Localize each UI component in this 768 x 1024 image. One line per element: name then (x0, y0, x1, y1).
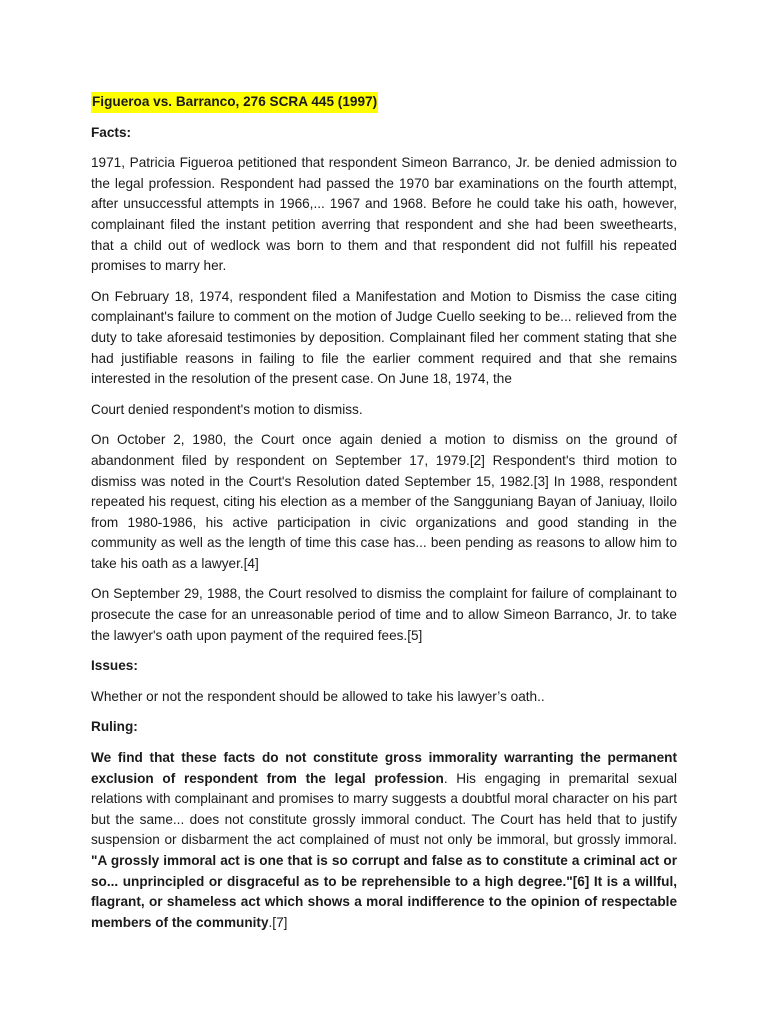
facts-paragraph: 1971, Patricia Figueroa petitioned that respondent Simeon Barranco, Jr. be denied admission to the legal profession. Respondent had passed the 1970 bar examinations on the fourth attempt, after unsuccessful attempts in 1966,... 1967 and 1968. Before he could take his oath, however, complainant filed the instant petition averring that respondent and she had been sweethearts, that a child out of wedlock was born to them and that respondent did not fulfill his repeated promises to marry her. (91, 155, 677, 274)
issues-paragraph: Whether or not the respondent should be allowed to take his lawyer’s oath.. (91, 688, 545, 704)
ruling-citation: .[7] (268, 914, 288, 930)
facts-heading: Facts: (91, 124, 132, 140)
facts-paragraph: On September 29, 1988, the Court resolved to dismiss the complaint for failure of complainant to prosecute the case for an unreasonable period of time and to allow Simeon Barranco, Jr. to take the lawyer's oath upon payment of the required fees.[5] (91, 586, 677, 643)
ruling-bold-text: We find that these facts do not constitute gross immorality warranting the permanent exclusion of respondent from the legal profession (91, 750, 677, 786)
ruling-heading: Ruling: (91, 719, 138, 735)
ruling-paragraph (91, 748, 677, 933)
facts-paragraph: Court denied respondent's motion to dismiss. (91, 401, 363, 417)
document-page (91, 92, 677, 943)
facts-paragraph: On October 2, 1980, the Court once again denied a motion to dismiss on the ground of abandonment filed by respondent on September 17, 1979.[2] Respondent's third motion to dismiss was noted in the Court's Resolution dated September 15, 1982.[3] In 1988, respondent repeated his request, citing his election as a member of the Sangguniang Bayan of Janiuay, Iloilo from 1980-1986, his active participation in civic organizations and good standing in the community as well as the length of time this case has... been pending as reasons to allow him to take his oath as a lawyer.[4] (91, 432, 677, 571)
facts-paragraph: On February 18, 1974, respondent filed a Manifestation and Motion to Dismiss the case citing complainant's failure to comment on the motion of Judge Cuello seeking to be... relieved from the duty to take aforesaid testimonies by deposition. Complainant filed her comment stating that she had justifiable reasons in failing to file the earlier comment required and that she remains interested in the resolution of the present case. On June 18, 1974, the (91, 288, 677, 387)
issues-heading: Issues: (91, 658, 138, 674)
case-title: Figueroa vs. Barranco, 276 SCRA 445 (1997) (91, 92, 378, 113)
ruling-bold-quote: "A grossly immoral act is one that is so corrupt and false as to constitute a criminal act or so... unprincipled or disgraceful as to be reprehensible to a high degree."[6] It is a willful, flagrant, or shameless act which shows a moral indifference to the opinion of respectable members of the community (91, 853, 677, 930)
ruling-text: . His engaging in premarital sexual relations with complainant and promises to marry suggests a doubtful moral character on his part but the same... does not constitute grossly immoral conduct. The Court has held that to justify suspension or disbarment the act complained of must not only be immoral, but grossly immoral. (91, 770, 677, 848)
